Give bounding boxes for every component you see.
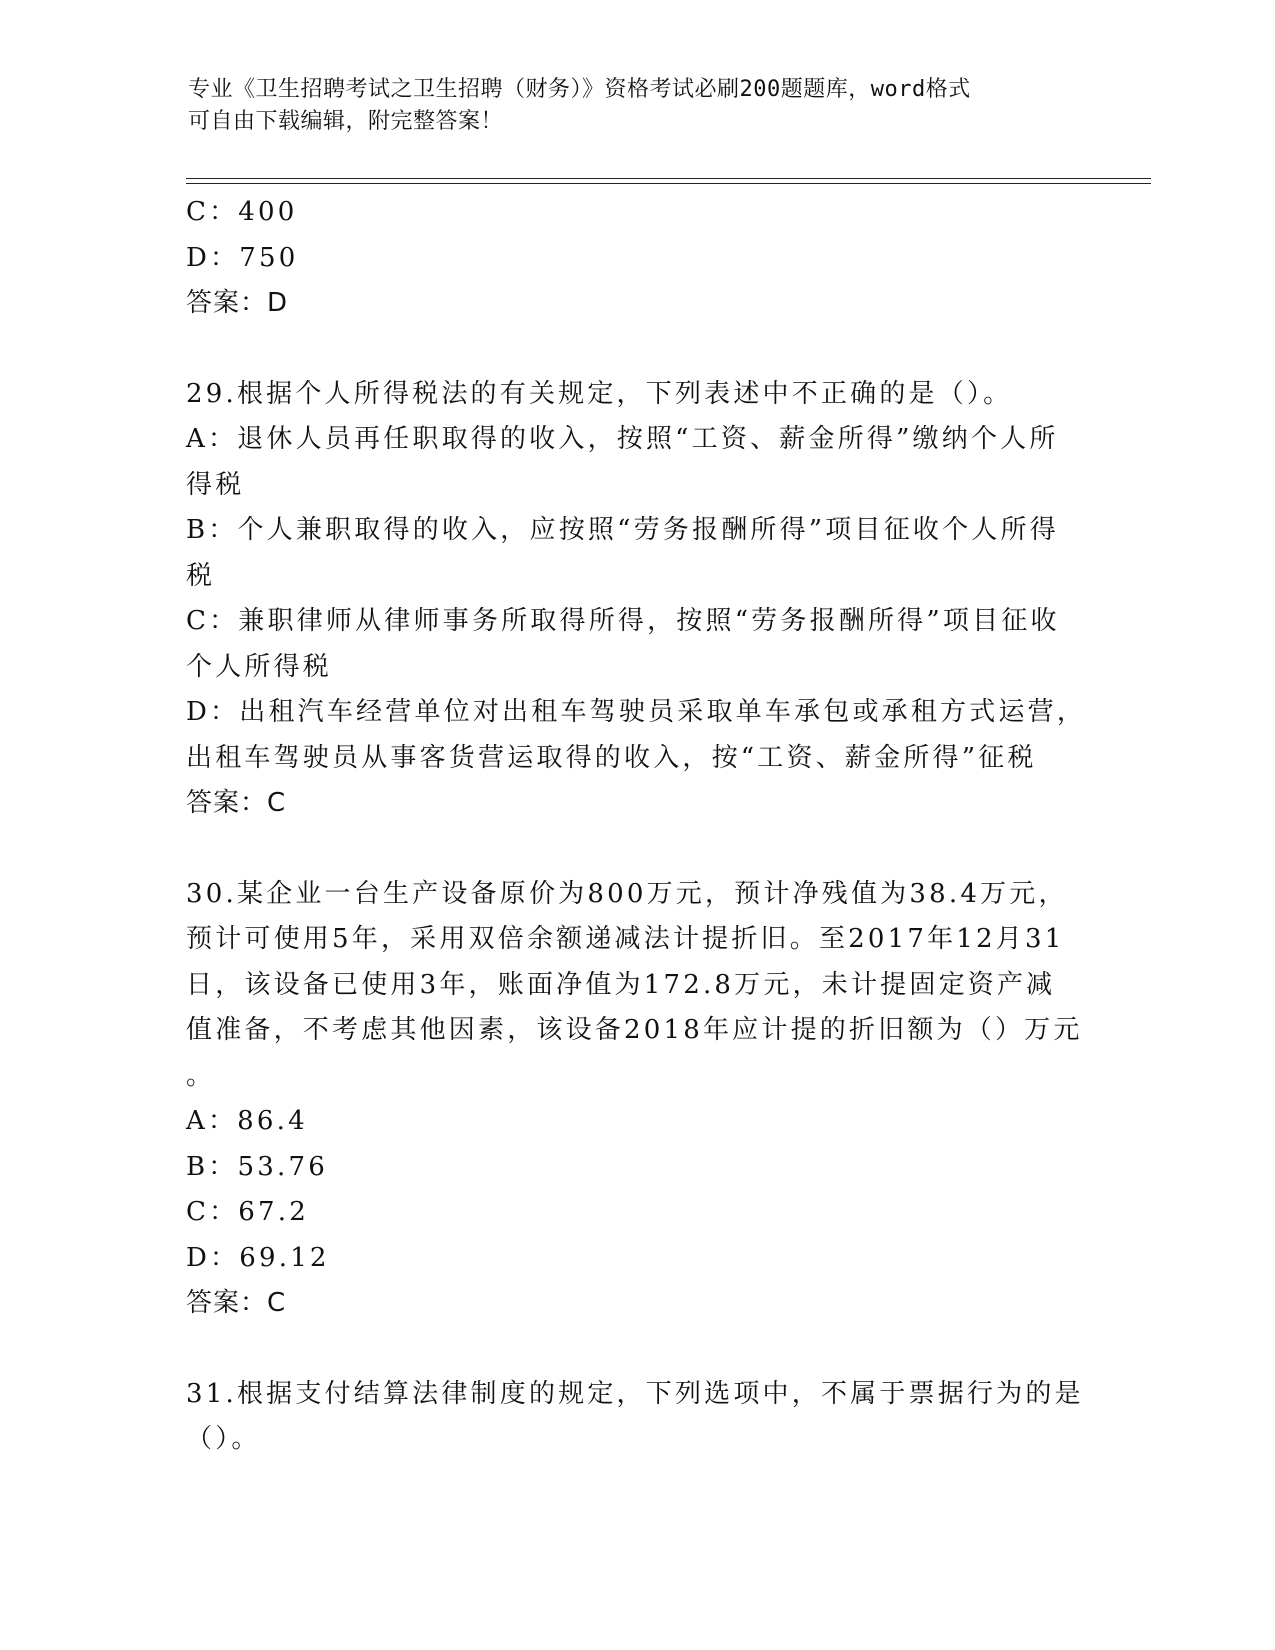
answer: 答案：D (186, 288, 289, 318)
option-d: D：出租汽车经营单位对出租车驾驶员采取单车承包或承租方式运营， (186, 697, 1087, 727)
question-31 (186, 1372, 1084, 1463)
option-a: A：86.4 (186, 1106, 308, 1136)
question-stem: 31.根据支付结算法律制度的规定，下列选项中，不属于票据行为的是 (186, 1378, 1084, 1409)
document-header (188, 74, 1068, 138)
option-b: B：53.76 (186, 1151, 328, 1182)
option-c: C：兼职律师从律师事务所取得所得，按照“劳务报酬所得”项目征收 (186, 606, 1060, 636)
header-divider-top (186, 178, 1151, 179)
spacer (186, 1327, 1081, 1372)
question-stem-cont: 日，该设备已使用3年，账面净值为172.8万元，未计提固定资产减 (186, 969, 1056, 1000)
question-stem-cont: （）。 (186, 1424, 261, 1454)
answer: 答案：C (186, 788, 287, 818)
option-d: D：750 (186, 242, 299, 273)
option-d-cont: 出租车驾驶员从事客货营运取得的收入，按“工资、薪金所得”征税 (186, 742, 1037, 773)
spacer (186, 827, 1081, 872)
option-d: D：69.12 (186, 1242, 330, 1273)
header-line-2: 可自由下载编辑，附完整答案！ (188, 109, 504, 134)
question-stem-cont: 预计可使用5年，采用双倍余额递减法计提折旧。至2017年12月31 (186, 924, 1065, 954)
question-stem-cont: 。 (186, 1060, 216, 1091)
header-divider-bottom (186, 183, 1151, 184)
option-a-cont: 得税 (186, 469, 245, 500)
question-stem: 30.某企业一台生产设备原价为800万元，预计净残值为38.4万元， (186, 878, 1068, 909)
option-a: A：退休人员再任职取得的收入，按照“工资、薪金所得”缴纳个人所 (186, 424, 1059, 454)
question-stem-cont: 值准备，不考虑其他因素，该设备2018年应计提的折旧额为（）万元 (186, 1015, 1083, 1045)
option-c: C：400 (186, 197, 298, 227)
option-c-cont: 个人所得税 (186, 651, 333, 682)
question-29 (186, 372, 1087, 827)
option-b-cont: 税 (186, 560, 216, 591)
answer: 答案：C (186, 1288, 287, 1318)
document-body (186, 190, 1087, 1463)
question-stem: 29.根据个人所得税法的有关规定，下列表述中不正确的是（）。 (186, 378, 1013, 409)
option-c: C：67.2 (186, 1197, 309, 1227)
question-28-tail (186, 190, 1081, 327)
question-30 (186, 872, 1081, 1327)
option-b: B：个人兼职取得的收入，应按照“劳务报酬所得”项目征收个人所得 (186, 515, 1059, 545)
spacer (186, 327, 1081, 372)
header-line-1: 专业《卫生招聘考试之卫生招聘（财务）》资格考试必刷200题题库，word格式 (188, 77, 971, 102)
